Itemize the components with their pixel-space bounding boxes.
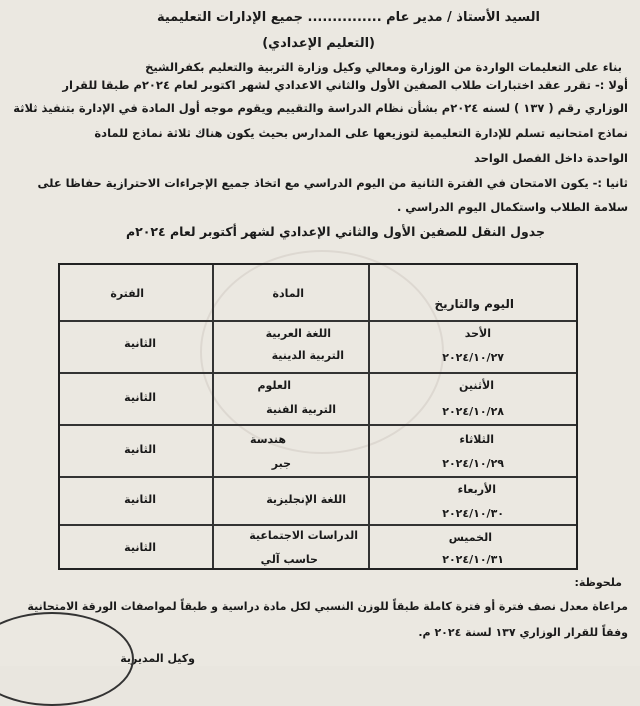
row-date: ٢٠٢٤/١٠/٣١ xyxy=(442,553,504,566)
row-period: الثانية xyxy=(124,541,156,554)
row-subject: هندسة xyxy=(250,433,286,446)
row-subject: حاسب آلي xyxy=(260,553,318,566)
row-day: الخميس xyxy=(448,531,492,544)
intro-line: الواحدة داخل الفصل الواحد xyxy=(473,151,628,165)
notes-label: ملحوظة: xyxy=(574,576,622,589)
row-day: الأثنين xyxy=(459,379,494,392)
row-subject: اللغة الإنجليزية xyxy=(266,493,346,506)
row-subject: اللغة العربية xyxy=(265,327,331,340)
subject-line: (التعليم الإعدادي) xyxy=(262,36,375,51)
signature-title: وكيل المديرية xyxy=(120,652,195,665)
row-subject: العلوم xyxy=(257,379,291,392)
intro-line: نماذج امتحانيه تسلم للإدارة التعليمية لتوزيعها على المدارس بحيث يكون هناك ثلاثة نماذج للمادة xyxy=(94,126,628,140)
row-day: الثلاثاء xyxy=(459,433,494,446)
header-period: الفترة xyxy=(110,287,144,300)
row-date: ٢٠٢٤/١٠/٣٠ xyxy=(442,507,504,520)
row-subject: الدراسات الاجتماعية xyxy=(249,529,358,542)
intro-line: ثانيا :- يكون الامتحان في الفترة الثانية من اليوم الدراسي مع اتخاذ جميع الإجراءات الاحترازية حفاظا على xyxy=(37,176,628,190)
schedule-table xyxy=(58,263,578,570)
row-day: الأربعاء xyxy=(457,483,496,496)
row-date: ٢٠٢٤/١٠/٢٩ xyxy=(442,457,504,470)
header-subject: المادة xyxy=(272,287,304,300)
notes-line: مراعاة معدل نصف فترة أو فترة كاملة طبقاً للوزن النسبي لكل مادة دراسية و طبقاً لمواصفات الورقة الامتحانية xyxy=(27,600,628,613)
intro-line: الوزاري رقم ( ١٣٧ ) لسنه ٢٠٢٤م بشأن نظام الدراسة والتقييم ويقوم موجه أول المادة في الإدارة بتنفيذ ثلاثة xyxy=(13,101,628,115)
row-period: الثانية xyxy=(124,337,156,350)
addressee-line: السيد الأستاذ / مدير عام ............... جميع الإدارات التعليمية xyxy=(156,10,540,25)
row-subject: جبر xyxy=(271,457,291,470)
row-subject: التربية الفنية xyxy=(266,403,336,416)
signature-scribble xyxy=(0,612,134,706)
intro-line: بناء على التعليمات الواردة من الوزارة ومعالي وكيل وزارة التربية والتعليم بكفرالشيخ xyxy=(145,60,622,74)
notes-line: وفقاً للقرار الوزاري ١٣٧ لسنة ٢٠٢٤ م. xyxy=(418,626,628,639)
row-day: الأحد xyxy=(464,327,491,340)
row-subject: التربية الدينية xyxy=(271,349,344,362)
row-period: الثانية xyxy=(124,391,156,404)
row-period: الثانية xyxy=(124,443,156,456)
intro-line: أولا :- تقرر عقد اختبارات طلاب الصفين الأول والثاني الاعدادي لشهر اكتوبر لعام ٢٠٢٤م طبقا للقرار xyxy=(62,78,628,92)
intro-line: سلامة الطلاب واستكمال اليوم الدراسي . xyxy=(396,200,628,214)
header-day: اليوم والتاريخ xyxy=(434,297,514,311)
row-date: ٢٠٢٤/١٠/٢٧ xyxy=(442,351,504,364)
table-title: جدول النقل للصفين الأول والثاني الإعدادي لشهر أكتوبر لعام ٢٠٢٤م xyxy=(125,224,545,239)
row-period: الثانية xyxy=(124,493,156,506)
row-date: ٢٠٢٤/١٠/٢٨ xyxy=(442,405,504,418)
